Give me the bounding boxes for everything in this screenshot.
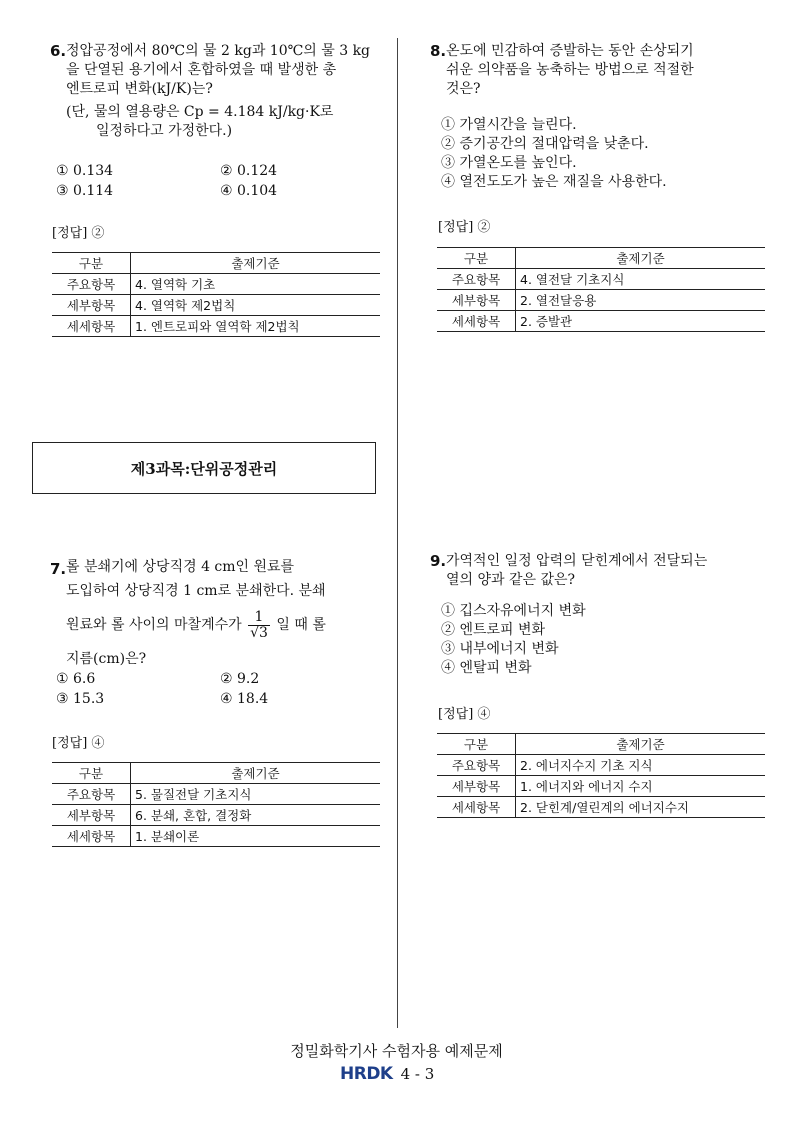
option: ④ 18.4 bbox=[220, 691, 269, 707]
question-8 bbox=[430, 42, 766, 99]
question-text: 가역적인 일정 압력의 닫힌계에서 전달되는 bbox=[446, 553, 708, 569]
question-text-fraction: 원료와 롤 사이의 마찰계수가 $\frac{1}{√3}$ 일 때 롤 bbox=[66, 608, 326, 641]
table-row: 세세항목 2. 증발관 bbox=[437, 311, 765, 332]
question-text: 을 단열된 용기에서 혼합하였을 때 발생한 총 bbox=[66, 62, 337, 78]
question-text: 지름(cm)은? bbox=[66, 651, 147, 667]
option: ① 6.6 bbox=[56, 671, 96, 687]
table-header: 출제기준 bbox=[131, 253, 381, 274]
question-7 bbox=[50, 555, 386, 671]
question-note: (단, 물의 열용량은 Cp = 4.184 kJ/kg·K로 bbox=[66, 104, 334, 120]
option: ④ 0.104 bbox=[220, 183, 278, 199]
option: ④ 엔탈피 변화 bbox=[441, 660, 532, 676]
table-row: 세부항목 1. 에너지와 에너지 수지 bbox=[437, 776, 765, 797]
table-row: 주요항목 2. 에너지수지 기초 지식 bbox=[437, 755, 765, 776]
answer-label: [정답] ② bbox=[438, 220, 491, 235]
question-text: 엔트로피 변화(kJ/K)는? bbox=[66, 81, 213, 97]
table-header: 구분 bbox=[52, 763, 131, 784]
option: ③ 15.3 bbox=[56, 691, 105, 707]
footer-page bbox=[340, 1064, 434, 1084]
table-header: 출제기준 bbox=[516, 248, 766, 269]
table-row: 주요항목 4. 열전달 기초지식 bbox=[437, 269, 765, 290]
table-row: 세부항목 2. 열전달응용 bbox=[437, 290, 765, 311]
question-number: 6. bbox=[50, 42, 67, 60]
question-9 bbox=[430, 552, 776, 590]
question-text: 정압공정에서 80℃의 물 2 kg과 10℃의 물 3 kg bbox=[66, 43, 371, 59]
criteria-table bbox=[52, 762, 380, 847]
answer-label: [정답] ④ bbox=[438, 707, 491, 722]
question-number: 9. bbox=[430, 552, 447, 570]
option: ② 9.2 bbox=[220, 671, 260, 687]
question-text: 롤 분쇄기에 상당직경 4 cm인 원료를 bbox=[66, 559, 295, 575]
question-text: 열의 양과 같은 값은? bbox=[446, 572, 576, 588]
table-row: 세세항목 1. 분쇄이론 bbox=[52, 826, 380, 847]
table-row: 주요항목 4. 열역학 기초 bbox=[52, 274, 380, 295]
criteria-table bbox=[52, 252, 380, 337]
table-header: 구분 bbox=[437, 734, 516, 755]
question-text: 것은? bbox=[446, 81, 481, 97]
question-text: 도입하여 상당직경 1 cm로 분쇄한다. 분쇄 bbox=[66, 583, 326, 599]
page-number: 4 - 3 bbox=[400, 1065, 435, 1083]
table-row: 주요항목 5. 물질전달 기초지식 bbox=[52, 784, 380, 805]
option: ① 0.134 bbox=[56, 163, 114, 179]
hrdk-logo: HRDK bbox=[340, 1064, 393, 1084]
criteria-table bbox=[437, 247, 765, 332]
table-row: 세부항목 4. 열역학 제2법칙 bbox=[52, 295, 380, 316]
question-note: 일정하다고 가정한다.) bbox=[96, 123, 233, 139]
fraction: $\frac{1}{√3}$ bbox=[250, 608, 268, 641]
footer-title: 정밀화학기사 수험자용 예제문제 bbox=[290, 1042, 503, 1060]
criteria-table bbox=[437, 733, 765, 818]
table-header: 출제기준 bbox=[131, 763, 381, 784]
table-row: 세부항목 6. 분쇄, 혼합, 결정화 bbox=[52, 805, 380, 826]
option: ② 엔트로피 변화 bbox=[441, 622, 546, 638]
question-number: 7. bbox=[50, 560, 67, 578]
option: ① 깁스자유에너지 변화 bbox=[441, 603, 586, 619]
section-title: 제3과목:단위공정관리 bbox=[32, 442, 376, 494]
question-6 bbox=[50, 42, 386, 141]
option: ③ 내부에너지 변화 bbox=[441, 641, 559, 657]
table-row: 세세항목 2. 닫힌계/열린계의 에너지수지 bbox=[437, 797, 765, 818]
option: ④ 열전도도가 높은 재질을 사용한다. bbox=[441, 174, 667, 190]
answer-label: [정답] ④ bbox=[52, 736, 105, 751]
table-row: 세세항목 1. 엔트로피와 열역학 제2법칙 bbox=[52, 316, 380, 337]
option: ② 0.124 bbox=[220, 163, 278, 179]
question-text: 쉬운 의약품을 농축하는 방법으로 적절한 bbox=[446, 62, 694, 78]
column-divider bbox=[397, 38, 398, 1028]
question-number: 8. bbox=[430, 42, 447, 60]
option: ③ 가열온도를 높인다. bbox=[441, 155, 577, 171]
table-header: 출제기준 bbox=[516, 734, 766, 755]
answer-label: [정답] ② bbox=[52, 226, 105, 241]
table-header: 구분 bbox=[437, 248, 516, 269]
option: ③ 0.114 bbox=[56, 183, 114, 199]
table-header: 구분 bbox=[52, 253, 131, 274]
option: ① 가열시간을 늘린다. bbox=[441, 117, 577, 133]
question-text: 온도에 민감하여 증발하는 동안 손상되기 bbox=[446, 43, 694, 59]
option: ② 증기공간의 절대압력을 낮춘다. bbox=[441, 136, 649, 152]
